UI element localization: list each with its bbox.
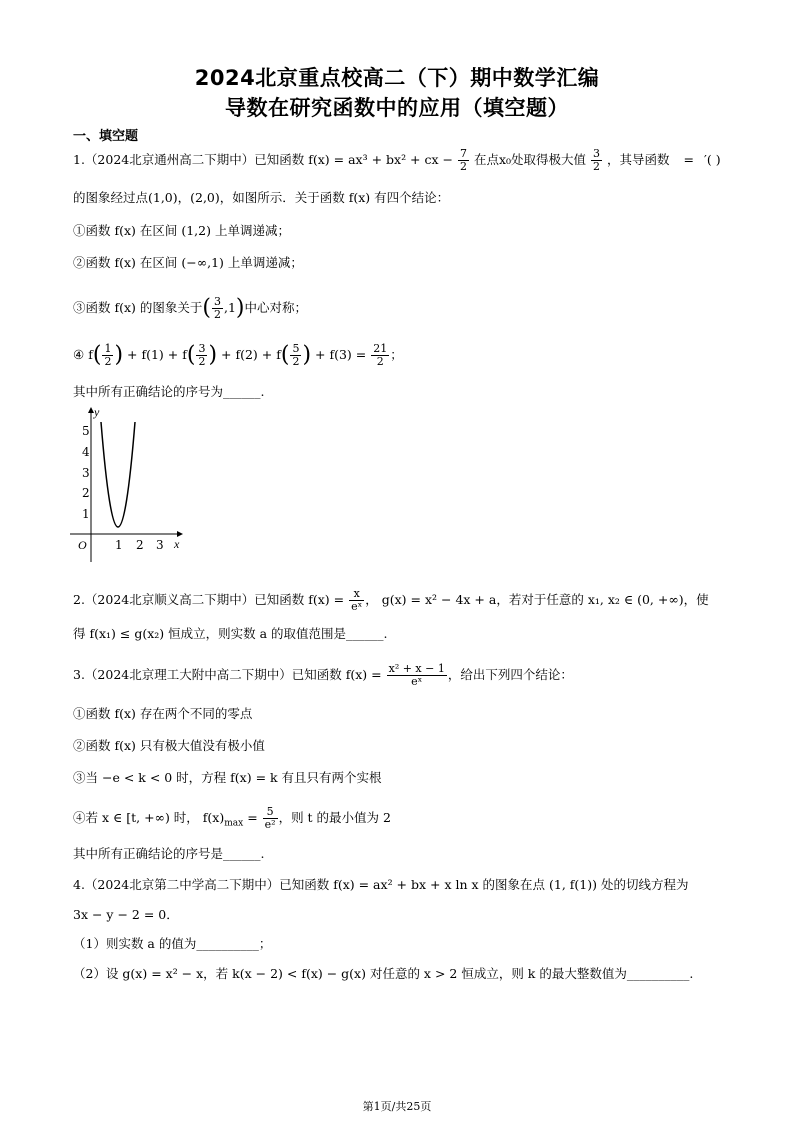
q1-c4-frac-1 bbox=[196, 343, 207, 368]
doc-title-line1: 2024北京重点校高二（下）期中数学汇编 bbox=[194, 66, 600, 90]
q1-c4-pre: ④ bbox=[73, 347, 85, 362]
q3-c4-frac bbox=[263, 806, 278, 831]
q3-conclusion-2: ②函数 f(x) 只有极大值没有极小值 bbox=[73, 738, 265, 753]
q1-c4-tail: ； bbox=[390, 347, 403, 362]
q2-frac-num: x bbox=[349, 588, 364, 601]
q1-frac1-den: 2 bbox=[459, 160, 467, 173]
q4-line2: 3x − y − 2 = 0． bbox=[73, 907, 179, 922]
q1-frac2-den: 2 bbox=[593, 160, 601, 173]
q1-x0: x₀ bbox=[498, 152, 512, 167]
q1-c4-frac-1-den: 2 bbox=[198, 355, 206, 368]
section-heading: 一、填空题 bbox=[73, 129, 139, 144]
parabola-curve bbox=[101, 422, 135, 527]
q1-c4-result-num: 21 bbox=[373, 342, 388, 355]
q1-c3-post: ,1 bbox=[223, 300, 236, 315]
q1-line2: 的图象经过点(1,0)，(2,0)，如图所示．关于函数 f(x) 有四个结论： bbox=[73, 190, 450, 205]
q1-conclusion-1: ①函数 f(x) 在区间 (1,2) 上单调递减； bbox=[73, 223, 290, 238]
q3-tail: ，给出下列四个结论： bbox=[447, 667, 573, 682]
q3-pre: 3.（2024北京理工大附中高二下期中）已知函数 bbox=[73, 667, 342, 682]
q1-conclusion-2: ②函数 f(x) 在区间 (−∞,1) 上单调递减； bbox=[73, 255, 303, 270]
q1-c4-frac-0-num: 1 bbox=[104, 342, 112, 355]
q1-c4-term-1: + f(1) + f bbox=[127, 347, 187, 362]
x-axis-label: x bbox=[174, 537, 180, 551]
q2-line1 bbox=[73, 588, 709, 613]
q1-c3-frac-den: 2 bbox=[213, 308, 221, 321]
q3-frac bbox=[387, 663, 447, 688]
y-tick-2: 2 bbox=[82, 486, 90, 500]
q1-frac1 bbox=[458, 148, 469, 173]
q2-line2: 得 f(x₁) ≤ g(x₂) 恒成立，则实数 a 的取值范围是______. bbox=[73, 626, 388, 641]
q2-frac bbox=[349, 588, 364, 613]
q1-frac2 bbox=[591, 148, 602, 173]
q2-pre: 2.（2024北京顺义高二下期中）已知函数 bbox=[73, 592, 305, 607]
q1-c4-term-3: + f(3) = bbox=[315, 347, 367, 362]
y-tick-4: 4 bbox=[82, 445, 90, 459]
q1-c4-frac-0 bbox=[102, 343, 113, 368]
q3-line1 bbox=[73, 663, 573, 688]
q1-fx-expr: f(x) = ax³ + bx² + cx − bbox=[308, 152, 453, 167]
q1-conclusion-3: ③函数 f(x) 的图象关于( $\frac{3}{2}$ ,1)中心对称； bbox=[73, 295, 308, 321]
q1-tail2: = bbox=[683, 152, 695, 167]
q2-tail: ，使 bbox=[683, 592, 709, 607]
q1-c3-pre: ③函数 f(x) 的图象关于 bbox=[73, 300, 203, 315]
y-axis-label: y bbox=[94, 405, 100, 419]
q1-tail3: ′( ) bbox=[704, 152, 721, 167]
doc-title-line2: 导数在研究函数中的应用（填空题） bbox=[225, 96, 569, 120]
q3-c4-frac-num: 5 bbox=[263, 806, 278, 819]
q1-c4-frac-2-num: 5 bbox=[292, 342, 300, 355]
x-tick-1: 1 bbox=[115, 538, 123, 552]
q1-c4-frac-2-den: 2 bbox=[292, 355, 300, 368]
q3-c4-tail: ，则 t 的最小值为 2 bbox=[278, 810, 391, 825]
q2-set: x₁, x₂ ∈ (0, +∞) bbox=[587, 592, 684, 607]
q1-c4-result bbox=[371, 343, 389, 368]
q3-frac-num: x² + x − 1 bbox=[388, 662, 445, 675]
q1-c3-frac-num: 3 bbox=[213, 295, 221, 308]
q1-c3-tail: 中心对称； bbox=[244, 300, 308, 315]
q2-frac-den: eˣ bbox=[351, 600, 363, 613]
q1-c4-frac-1-num: 3 bbox=[198, 342, 206, 355]
q1-tail: ，其导函数 bbox=[607, 152, 670, 167]
q4-line1: 4.（2024北京第二中学高二下期中）已知函数 f(x) = ax² + bx + x ln x 的图象在点 (1, f(1)) 处的切线方程为 bbox=[73, 877, 689, 892]
q1-ask: 其中所有正确结论的序号为______. bbox=[73, 384, 265, 399]
y-tick-3: 3 bbox=[82, 466, 90, 480]
q3-ask: 其中所有正确结论的序号是______. bbox=[73, 846, 265, 861]
q1-mid: 在点 bbox=[473, 152, 499, 167]
q1-conclusion-4: ④ f( $\frac{1}{2}$ ) + f(1) + f( $\frac{3}{2}$ ) + f(2) + f( $\frac{5}{2}$ ) + f(3) = $\frac{21}{2}$ ； bbox=[73, 342, 403, 368]
q3-fx: f(x) = bbox=[345, 667, 382, 682]
q3-conclusion-3: ③当 −e < k < 0 时，方程 f(x) = k 有且只有两个实根 bbox=[73, 770, 382, 785]
q4-part2: （2）设 g(x) = x² − x，若 k(x − 2) < f(x) − g(x) 对任意的 x > 2 恒成立，则 k 的最大整数值为__________. bbox=[73, 966, 694, 981]
q1-prefix: 1.（2024北京通州高二下期中）已知函数 bbox=[73, 152, 305, 167]
q2-fx: f(x) = bbox=[308, 592, 345, 607]
q1-c4-result-den: 2 bbox=[376, 355, 384, 368]
q1-c4-frac-0-den: 2 bbox=[104, 355, 112, 368]
origin-label: O bbox=[78, 538, 87, 552]
q1-c4-term-0: f bbox=[88, 347, 93, 362]
x-tick-3: 3 bbox=[156, 538, 164, 552]
q4-part1: （1）则实数 a 的值为__________； bbox=[73, 936, 272, 951]
q3-c4-eq: = bbox=[247, 810, 258, 825]
q1-c3-frac bbox=[212, 296, 223, 321]
q1-line1 bbox=[73, 148, 721, 173]
q1-c4-term-2: + f(2) + f bbox=[221, 347, 281, 362]
y-tick-1: 1 bbox=[82, 507, 90, 521]
x-tick-2: 2 bbox=[136, 538, 144, 552]
q3-frac-den: eˣ bbox=[411, 675, 423, 688]
q1-mid2: 处取得极大值 bbox=[511, 152, 587, 167]
q3-conclusion-4 bbox=[73, 806, 391, 832]
q3-conclusion-1: ①函数 f(x) 存在两个不同的零点 bbox=[73, 706, 253, 721]
q3-c4-sub: max bbox=[224, 818, 244, 829]
q1-c4-frac-2 bbox=[290, 343, 301, 368]
q3-c4-pre: ④若 x ∈ [t, +∞) 时， f(x) bbox=[73, 810, 225, 825]
q2-mid: ， g(x) = x² − 4x + a，若对于任意的 bbox=[365, 592, 584, 607]
derivative-graph bbox=[60, 402, 190, 572]
q1-frac1-num: 7 bbox=[459, 147, 467, 160]
y-tick-5: 5 bbox=[82, 424, 90, 438]
q3-c4-frac-den: e² bbox=[264, 818, 276, 831]
page-footer: 第1页/共25页 bbox=[362, 1100, 432, 1113]
q1-frac2-num: 3 bbox=[593, 147, 601, 160]
